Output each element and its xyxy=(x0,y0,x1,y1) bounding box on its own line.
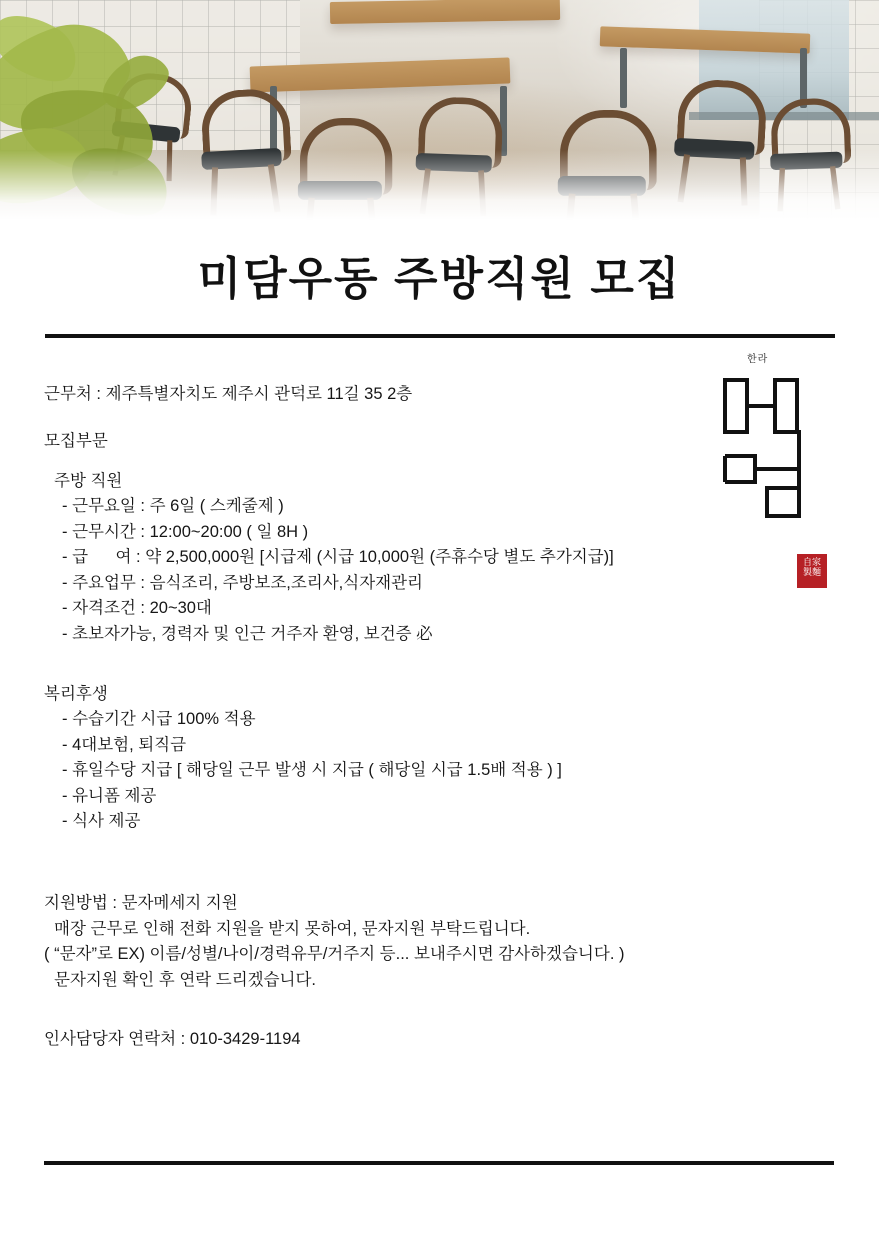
hero-bottom-fade xyxy=(0,150,879,220)
recruit-heading: 모집부문 xyxy=(44,432,108,451)
position-detail: - 근무시간 : 12:00~20:00 ( 일 8H ) xyxy=(62,522,309,541)
position-detail: - 자격조건 : 20~30대 xyxy=(62,599,212,618)
benefit-item: - 수습기간 시급 100% 적용 xyxy=(62,710,256,729)
poster-title-area xyxy=(0,254,879,338)
benefits-heading: 복리후생 xyxy=(44,684,108,703)
position-detail: - 주요업무 : 음식조리, 주방보조,조리사,식자재관리 xyxy=(62,573,423,592)
poster-body xyxy=(0,338,879,1053)
contact-line: 인사담당자 연락처 : 010-3429-1194 xyxy=(44,1030,301,1049)
position-title: 주방 직원 xyxy=(54,471,123,490)
workplace-line: 근무처 : 제주특별자치도 제주시 관덕로 11길 35 2층 xyxy=(44,384,413,403)
page-title: 미담우동 주방직원 모집 xyxy=(197,253,682,304)
benefit-item: - 유니폼 제공 xyxy=(62,786,157,805)
brand-logo xyxy=(705,353,835,596)
brand-logo-glyph xyxy=(711,370,831,560)
position-detail: - 근무요일 : 주 6일 ( 스케줄제 ) xyxy=(62,497,284,516)
benefit-item: - 식사 제공 xyxy=(62,812,141,831)
apply-line: ( “문자”로 EX) 이름/성별/나이/경력유무/거주지 등... 보내주시면 감사하겠습니다. ) xyxy=(44,945,625,964)
seal-stamp: 自家 製麵 xyxy=(797,554,827,588)
benefit-item: - 휴일수당 지급 [ 해당일 근무 발생 시 지급 ( 해당일 시급 1.5배 적용 ) ] xyxy=(62,761,562,780)
benefit-item: - 4대보험, 퇴직금 xyxy=(62,735,187,754)
logo-caption: 한라 xyxy=(747,353,769,365)
apply-line: 문자지원 확인 후 연락 드리겠습니다. xyxy=(54,970,317,989)
position-detail: - 초보자가능, 경력자 및 인근 거주자 환영, 보건증 必 xyxy=(62,625,433,643)
dining-table xyxy=(330,0,560,24)
apply-heading: 지원방법 : 문자메세지 지원 xyxy=(44,893,238,912)
table-leg xyxy=(620,48,627,108)
bottom-divider xyxy=(44,1161,834,1165)
position-detail: - 급 여 : 약 2,500,000원 [시급제 (시급 10,000원 (주휴수당 별도 추가지급)] xyxy=(62,548,614,567)
apply-line: 매장 근무로 인해 전화 지원을 받지 못하여, 문자지원 부탁드립니다. xyxy=(54,919,531,938)
hero-photo xyxy=(0,0,879,220)
